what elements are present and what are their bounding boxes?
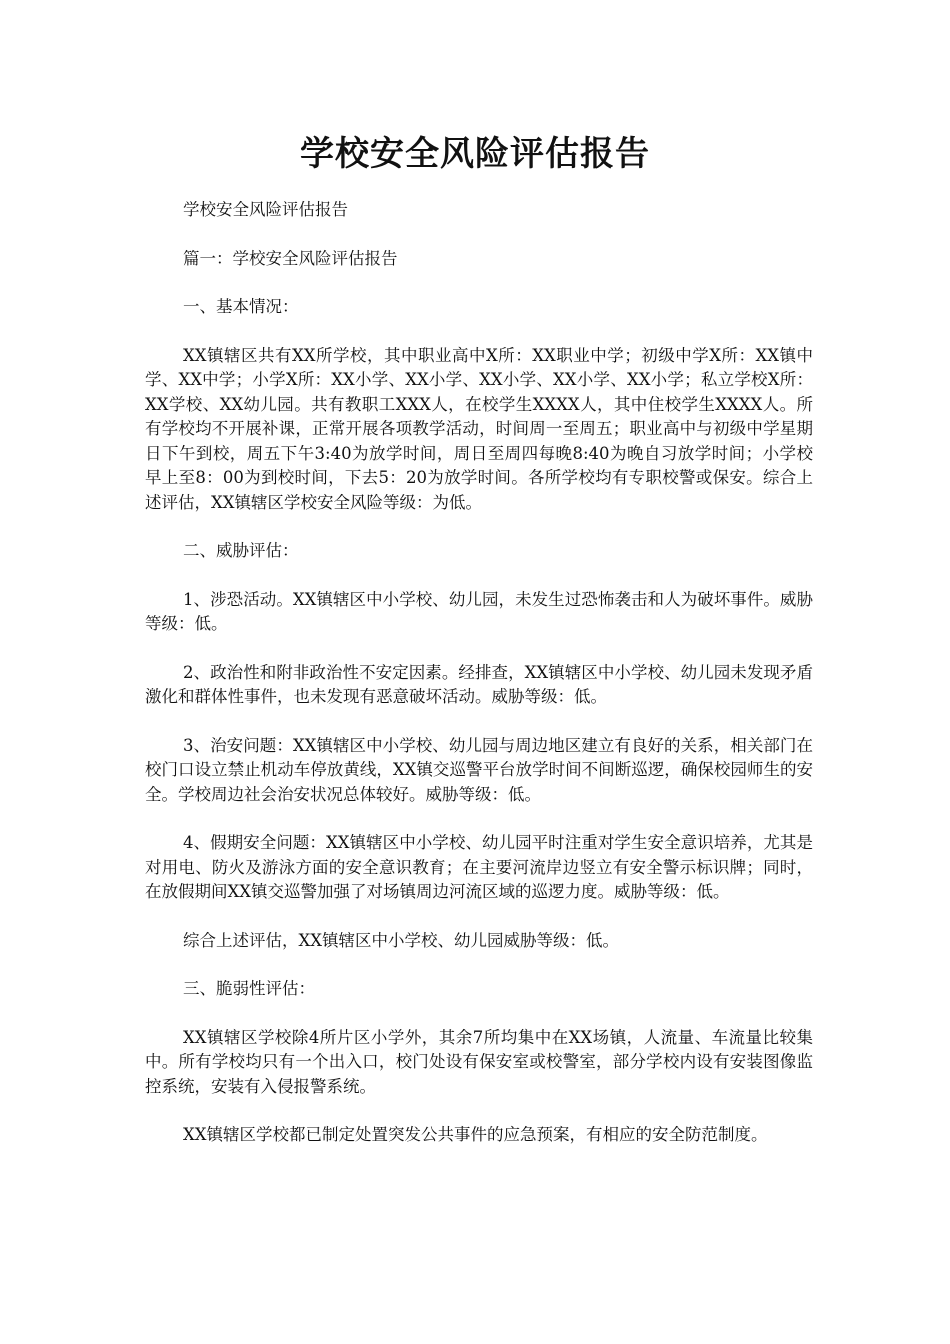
paragraph-vulnerability-1: XX镇辖区学校除4所片区小学外，其余7所均集中在XX场镇，人流量、车流量比较集中。所有学校均只有一个出入口，校门处设有保安室或校警室，部分学校内设有安装图像监控系统，安装有入侵报警系统。 [145,1027,813,1096]
section-heading-basic-info: 一、基本情况： [183,297,299,316]
section-heading-vulnerability: 三、脆弱性评估： [183,979,315,998]
paragraph-threat-2: 2、政治性和附非政治性不安定因素。经排查，XX镇辖区中小学校、幼儿园未发现矛盾激化和群体性事件，也未发现有恶意破坏活动。威胁等级：低。 [145,662,813,706]
paragraph-heading-repeat: 学校安全风险评估报告 [183,200,348,219]
paragraph-threat-3: 3、治安问题：XX镇辖区中小学校、幼儿园与周边地区建立有良好的关系，相关部门在校门口设立禁止机动车停放黄线，XX镇交巡警平台放学时间不间断巡逻，确保校园师生的安全。学校周边社会治安状况总体较好。威胁等级：低。 [145,735,813,804]
paragraph-basic-info: XX镇辖区共有XX所学校，其中职业高中X所：XX职业中学；初级中学X所：XX镇中学、XX中学；小学X所：XX小学、XX小学、XX小学、XX小学、XX小学；私立学校X所：XX学校、XX幼儿园。共有教职工XXX人，在校学生XXXX人，其中住校学生XXXX人。所有学校均不开展补课，正常开展各项教学活动，时间周一至周五；职业高中与初级中学星期日下午到校，周五下午3:40为放学时间，周日至周四每晚8:40为晚自习放学时间；小学校早上至8：00为到校时间，下去5：20为放学时间。各所学校均有专职校警或保安。综合上述评估，XX镇辖区学校安全风险等级：为低。 [145,345,813,512]
paragraph-threat-4: 4、假期安全问题：XX镇辖区中小学校、幼儿园平时注重对学生安全意识培养，尤其是对用电、防火及游泳方面的安全意识教育；在主要河流岸边竖立有安全警示标识牌；同时，在放假期间XX镇交巡警加强了对场镇周边河流区域的巡逻力度。威胁等级：低。 [145,833,813,901]
paragraph-threat-summary: 综合上述评估，XX镇辖区中小学校、幼儿园威胁等级：低。 [183,930,619,950]
paragraph-threat-1: 1、涉恐活动。XX镇辖区中小学校、幼儿园，未发生过恐怖袭击和人为破坏事件。威胁等级：低。 [145,589,813,633]
section-heading-threat-assessment: 二、威胁评估： [183,541,299,560]
paragraph-vulnerability-2: XX镇辖区学校都已制定处置突发公共事件的应急预案，有相应的安全防范制度。 [183,1125,768,1144]
paragraph-chapter-title: 篇一：学校安全风险评估报告 [183,248,398,268]
document-body [145,198,813,1172]
document-title: 学校安全风险评估报告 [300,134,650,174]
